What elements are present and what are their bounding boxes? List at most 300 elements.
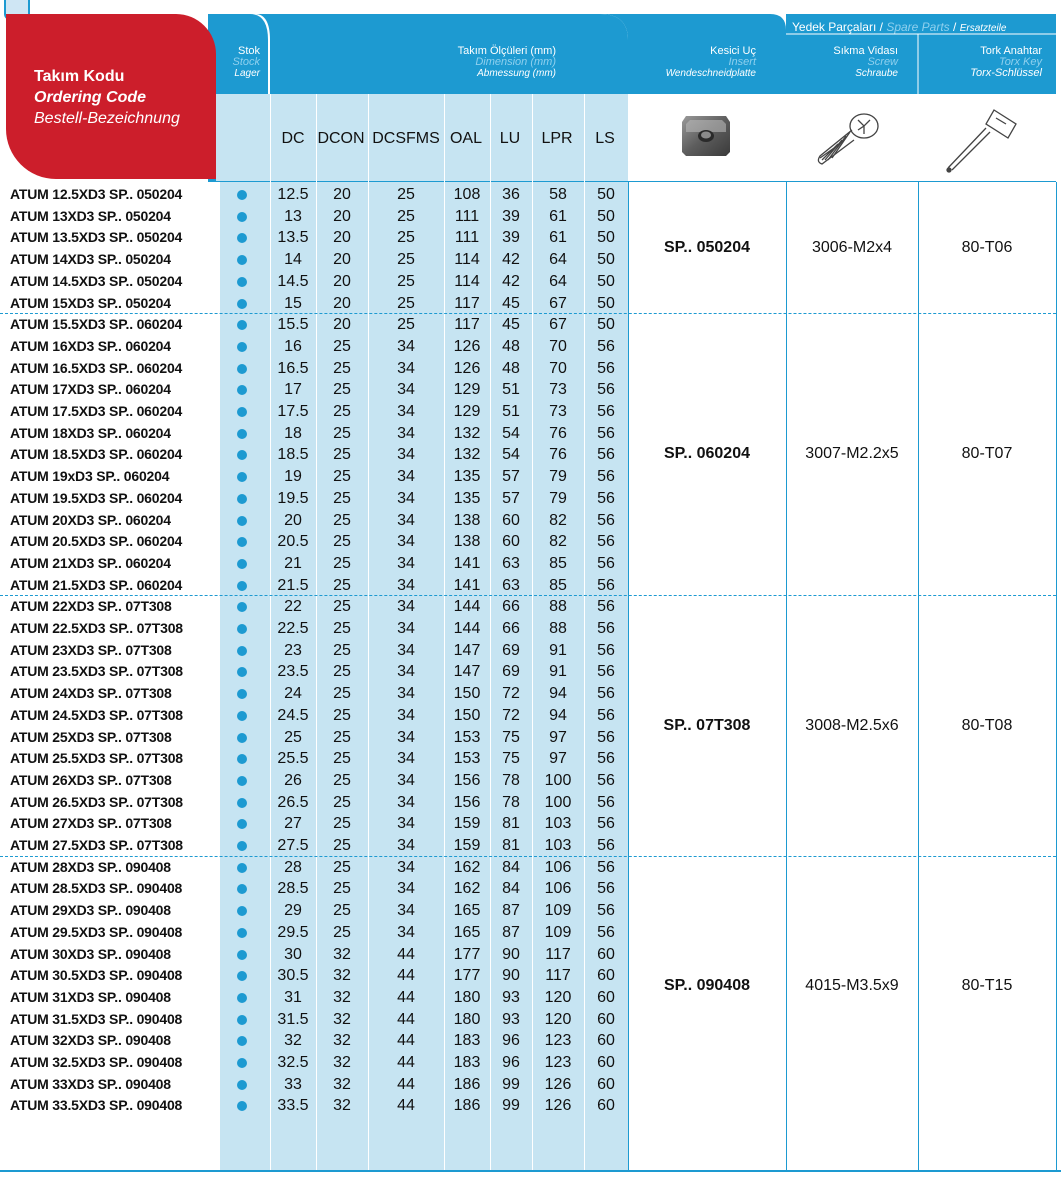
cell-dc: 21.5 bbox=[277, 576, 309, 594]
cell-lpr: 82 bbox=[549, 533, 567, 551]
table-row bbox=[0, 922, 628, 944]
ordering-code: ATUM 16XD3 SP.. 060204 bbox=[10, 337, 171, 354]
table-row bbox=[0, 379, 628, 401]
ordering-code: ATUM 32XD3 SP.. 090408 bbox=[10, 1032, 171, 1049]
table-row bbox=[0, 813, 628, 835]
stock-dot-icon bbox=[237, 798, 247, 808]
cell-ls: 60 bbox=[597, 1075, 615, 1093]
cell-lpr: 88 bbox=[549, 598, 567, 616]
cell-dcsfms: 34 bbox=[397, 902, 415, 920]
cell-lu: 69 bbox=[502, 641, 520, 659]
table-row bbox=[0, 401, 628, 423]
table-row bbox=[0, 770, 628, 792]
cell-dcsfms: 44 bbox=[397, 1054, 415, 1071]
cell-lpr: 117 bbox=[545, 967, 571, 985]
ordering-code: ATUM 23XD3 SP.. 07T308 bbox=[10, 641, 172, 658]
stock-dot-icon bbox=[237, 494, 247, 504]
cell-lu: 42 bbox=[502, 272, 520, 290]
table-row bbox=[0, 900, 628, 922]
cell-ls: 56 bbox=[597, 815, 615, 833]
cell-lu: 66 bbox=[502, 598, 520, 616]
table-row bbox=[0, 596, 628, 618]
cell-dc: 26 bbox=[284, 771, 302, 789]
cell-lu: 39 bbox=[502, 229, 520, 247]
cell-dcsfms: 34 bbox=[397, 641, 415, 659]
table-row bbox=[0, 618, 628, 640]
cell-dcsfms: 44 bbox=[397, 1075, 415, 1093]
cell-lpr: 91 bbox=[549, 663, 567, 681]
cell-ls: 60 bbox=[597, 945, 615, 963]
cell-lu: 90 bbox=[502, 945, 520, 963]
cell-ls: 56 bbox=[597, 403, 615, 420]
cell-dcsfms: 34 bbox=[397, 771, 415, 789]
cell-dc: 24.5 bbox=[277, 706, 309, 724]
cell-dcsfms: 34 bbox=[397, 858, 415, 876]
stock-dot-icon bbox=[237, 450, 247, 460]
cell-lpr: 100 bbox=[544, 793, 572, 811]
cell-ls: 56 bbox=[597, 837, 615, 854]
stock-dot-icon bbox=[237, 776, 247, 786]
cell-dc: 20.5 bbox=[277, 533, 309, 551]
cell-lu: 96 bbox=[502, 1032, 520, 1050]
col-lpr: LPR bbox=[541, 130, 573, 147]
bottom-divider bbox=[0, 1170, 1061, 1172]
cell-dcsfms: 34 bbox=[397, 446, 415, 464]
cell-ls: 56 bbox=[597, 685, 615, 703]
ordering-code: ATUM 19.5XD3 SP.. 060204 bbox=[10, 489, 183, 506]
insert-image-icon bbox=[680, 112, 732, 158]
cell-dcon: 25 bbox=[333, 815, 351, 833]
cell-dcon: 20 bbox=[333, 316, 351, 334]
ordering-code: ATUM 18XD3 SP.. 060204 bbox=[10, 424, 171, 441]
cell-dcsfms: 34 bbox=[397, 750, 415, 768]
cell-dc: 23.5 bbox=[277, 663, 309, 681]
cell-ls: 56 bbox=[597, 793, 615, 811]
cell-lu: 48 bbox=[502, 359, 520, 377]
cell-oal: 144 bbox=[453, 620, 481, 637]
stock-dot-icon bbox=[237, 819, 247, 829]
stock-dot-icon bbox=[237, 863, 247, 873]
cell-lpr: 76 bbox=[549, 424, 567, 442]
cell-oal: 180 bbox=[453, 1010, 481, 1028]
stock-dot-icon bbox=[237, 602, 247, 612]
table-row bbox=[0, 705, 628, 727]
cell-dc: 21 bbox=[284, 554, 302, 572]
cell-oal: 135 bbox=[453, 468, 481, 486]
table-row bbox=[0, 227, 628, 249]
cell-ls: 56 bbox=[597, 728, 615, 746]
cell-dcsfms: 25 bbox=[397, 186, 415, 203]
stock-dot-icon bbox=[237, 733, 247, 743]
cell-dcsfms: 34 bbox=[397, 837, 415, 854]
cell-lu: 90 bbox=[502, 967, 520, 985]
stock-dot-icon bbox=[237, 385, 247, 395]
cell-oal: 126 bbox=[453, 337, 481, 355]
insert-code: SP.. 050204 bbox=[663, 239, 750, 257]
cell-lu: 93 bbox=[502, 988, 520, 1006]
col-ls: LS bbox=[595, 130, 615, 147]
cell-dc: 17.5 bbox=[277, 403, 309, 420]
cell-oal: 162 bbox=[453, 858, 481, 876]
cell-ls: 60 bbox=[597, 1032, 615, 1050]
cell-oal: 159 bbox=[453, 815, 481, 833]
cell-dcon: 32 bbox=[333, 945, 351, 963]
cell-lu: 93 bbox=[502, 1010, 520, 1028]
cell-ls: 60 bbox=[597, 1097, 615, 1115]
cell-ls: 56 bbox=[597, 902, 615, 920]
cell-dcon: 32 bbox=[333, 1010, 351, 1028]
cell-oal: 114 bbox=[454, 272, 480, 290]
cell-dcon: 25 bbox=[333, 403, 351, 420]
table-row bbox=[0, 835, 628, 857]
cell-oal: 138 bbox=[453, 533, 481, 551]
cell-oal: 156 bbox=[453, 793, 481, 811]
cell-ls: 56 bbox=[597, 468, 615, 486]
group-separator bbox=[0, 595, 1056, 596]
stock-header-de: Lager bbox=[234, 68, 260, 79]
table-row bbox=[0, 683, 628, 705]
cell-dc: 15 bbox=[284, 294, 302, 312]
cell-dc: 18 bbox=[284, 424, 302, 442]
cell-oal: 159 bbox=[453, 837, 481, 854]
cell-lu: 54 bbox=[502, 446, 520, 464]
cell-ls: 50 bbox=[597, 229, 615, 247]
cell-dcsfms: 34 bbox=[397, 511, 415, 529]
stock-dot-icon bbox=[237, 472, 247, 482]
cell-ls: 60 bbox=[597, 1054, 615, 1071]
cell-ls: 56 bbox=[597, 446, 615, 464]
ordering-code: ATUM 13.5XD3 SP.. 050204 bbox=[10, 229, 183, 246]
cell-lpr: 123 bbox=[544, 1032, 572, 1050]
ordering-code: ATUM 22.5XD3 SP.. 07T308 bbox=[10, 620, 183, 636]
cell-lu: 84 bbox=[502, 880, 520, 898]
cell-dc: 19.5 bbox=[277, 489, 309, 507]
col-dcsfms: DCSFMS bbox=[372, 130, 440, 147]
stock-dot-icon bbox=[237, 906, 247, 916]
cell-dcon: 32 bbox=[333, 1032, 351, 1050]
cell-dcon: 32 bbox=[333, 967, 351, 985]
stock-dot-icon bbox=[237, 299, 247, 309]
insert-code: SP.. 060204 bbox=[663, 445, 750, 463]
insert-code: SP.. 07T308 bbox=[663, 716, 751, 734]
col-lu: LU bbox=[499, 130, 521, 147]
cell-ls: 50 bbox=[597, 294, 615, 312]
cell-oal: 111 bbox=[454, 229, 480, 247]
cell-lu: 72 bbox=[502, 685, 520, 703]
cell-oal: 141 bbox=[453, 576, 481, 594]
cell-dcon: 32 bbox=[333, 1097, 351, 1115]
cell-dcsfms: 34 bbox=[397, 728, 415, 746]
screw-header-de: Schraube bbox=[855, 68, 898, 79]
cell-dcsfms: 34 bbox=[397, 337, 415, 355]
cell-dcon: 25 bbox=[333, 620, 351, 637]
cell-lu: 63 bbox=[502, 554, 520, 572]
cell-dcon: 20 bbox=[333, 229, 351, 247]
stock-dot-icon bbox=[237, 407, 247, 417]
stock-dot-icon bbox=[237, 1015, 247, 1025]
ordering-code: ATUM 29.5XD3 SP.. 090408 bbox=[10, 923, 183, 940]
cell-ls: 56 bbox=[597, 598, 615, 616]
stock-dot-icon bbox=[237, 971, 247, 981]
table-row bbox=[0, 271, 628, 293]
stock-dot-icon bbox=[237, 364, 247, 374]
cell-ls: 60 bbox=[597, 967, 615, 985]
cell-dcon: 20 bbox=[333, 186, 351, 203]
cell-dcsfms: 34 bbox=[397, 815, 415, 833]
col-dcon: DCON bbox=[317, 130, 365, 147]
cell-lu: 78 bbox=[502, 793, 520, 811]
stock-dot-icon bbox=[237, 212, 247, 222]
cell-dcsfms: 34 bbox=[397, 381, 415, 399]
ordering-code: ATUM 30XD3 SP.. 090408 bbox=[10, 945, 171, 962]
cell-dc: 27 bbox=[284, 815, 302, 833]
cell-dcsfms: 34 bbox=[397, 620, 415, 637]
cell-dc: 22.5 bbox=[277, 620, 309, 637]
stock-dot-icon bbox=[237, 950, 247, 960]
cell-lu: 39 bbox=[502, 207, 520, 225]
cell-lu: 72 bbox=[502, 706, 520, 724]
ordering-code: ATUM 17XD3 SP.. 060204 bbox=[10, 381, 171, 398]
cell-lu: 54 bbox=[502, 424, 520, 442]
cell-dc: 16 bbox=[284, 337, 302, 355]
cell-dcon: 25 bbox=[333, 923, 351, 941]
cell-lpr: 70 bbox=[549, 337, 567, 355]
cell-dc: 33 bbox=[284, 1075, 302, 1093]
cell-oal: 153 bbox=[453, 728, 481, 746]
table-row bbox=[0, 531, 628, 553]
cell-lu: 78 bbox=[502, 771, 520, 789]
ordering-code: ATUM 31.5XD3 SP.. 090408 bbox=[10, 1010, 183, 1027]
cell-dcsfms: 25 bbox=[397, 272, 415, 290]
spare-parts-header bbox=[792, 20, 1054, 34]
cell-lu: 81 bbox=[502, 837, 520, 854]
cell-oal: 144 bbox=[453, 598, 481, 616]
cell-lu: 45 bbox=[502, 294, 520, 312]
divider bbox=[918, 182, 919, 1170]
cell-lpr: 70 bbox=[549, 359, 567, 377]
key-code: 80-T08 bbox=[961, 716, 1013, 734]
cell-ls: 50 bbox=[597, 207, 615, 225]
cell-lpr: 109 bbox=[544, 923, 572, 941]
insert-header-tr: Kesici Uç bbox=[710, 45, 756, 57]
cell-ls: 56 bbox=[597, 771, 615, 789]
cell-ls: 56 bbox=[597, 511, 615, 529]
ordering-code: ATUM 20.5XD3 SP.. 060204 bbox=[10, 533, 183, 550]
cell-oal: 111 bbox=[454, 207, 480, 225]
cell-dcsfms: 34 bbox=[397, 554, 415, 572]
ordering-code: ATUM 30.5XD3 SP.. 090408 bbox=[10, 967, 183, 984]
cell-dc: 14.5 bbox=[277, 272, 309, 290]
cell-lpr: 73 bbox=[549, 403, 567, 420]
screw-image-icon bbox=[806, 108, 882, 170]
stock-dot-icon bbox=[237, 581, 247, 591]
ordering-code: ATUM 23.5XD3 SP.. 07T308 bbox=[10, 663, 183, 680]
cell-lu: 60 bbox=[502, 511, 520, 529]
screw-code: 4015-M3.5x9 bbox=[805, 976, 899, 994]
cell-lu: 51 bbox=[502, 381, 520, 399]
table-row bbox=[0, 1009, 628, 1031]
table-row bbox=[0, 184, 628, 206]
cell-lpr: 88 bbox=[549, 620, 567, 637]
cell-dcon: 25 bbox=[333, 554, 351, 572]
key-code: 80-T07 bbox=[961, 445, 1013, 463]
stock-dot-icon bbox=[237, 537, 247, 547]
table-row bbox=[0, 727, 628, 749]
spare-parts-sep2: / bbox=[953, 20, 957, 34]
cell-dcon: 25 bbox=[333, 880, 351, 898]
spare-parts-sep: / bbox=[879, 20, 883, 34]
ordering-code: ATUM 26.5XD3 SP.. 07T308 bbox=[10, 793, 183, 810]
cell-oal: 108 bbox=[453, 186, 481, 203]
cell-lpr: 103 bbox=[544, 837, 572, 854]
cell-lu: 99 bbox=[502, 1075, 520, 1093]
cell-oal: 162 bbox=[453, 880, 481, 898]
cell-lu: 87 bbox=[502, 902, 520, 920]
cell-dcon: 20 bbox=[333, 207, 351, 225]
cell-dc: 23 bbox=[284, 641, 302, 659]
table-row bbox=[0, 987, 628, 1009]
cell-oal: 183 bbox=[453, 1032, 481, 1050]
cell-dc: 18.5 bbox=[277, 446, 309, 464]
cell-lu: 45 bbox=[502, 316, 520, 334]
cell-lu: 66 bbox=[502, 620, 520, 637]
cell-dc: 31 bbox=[284, 988, 302, 1006]
cell-ls: 60 bbox=[597, 988, 615, 1006]
cell-dc: 33.5 bbox=[277, 1097, 309, 1115]
cell-dc: 15.5 bbox=[277, 316, 309, 334]
cell-ls: 56 bbox=[597, 620, 615, 637]
cell-oal: 186 bbox=[453, 1097, 481, 1115]
cell-lpr: 61 bbox=[549, 207, 567, 225]
cell-dcsfms: 44 bbox=[397, 967, 415, 985]
cell-dcsfms: 25 bbox=[397, 316, 415, 334]
cell-dc: 26.5 bbox=[277, 793, 309, 811]
cell-lpr: 123 bbox=[544, 1054, 572, 1071]
cell-dcon: 25 bbox=[333, 750, 351, 768]
table-row bbox=[0, 878, 628, 900]
cell-lpr: 120 bbox=[544, 988, 572, 1006]
cell-lpr: 61 bbox=[549, 229, 567, 247]
cell-oal: 141 bbox=[453, 554, 481, 572]
cell-oal: 156 bbox=[453, 771, 481, 789]
ordering-code: ATUM 33XD3 SP.. 090408 bbox=[10, 1075, 171, 1092]
ordering-code: ATUM 29XD3 SP.. 090408 bbox=[10, 902, 171, 919]
cell-lu: 84 bbox=[502, 858, 520, 876]
cell-dcon: 25 bbox=[333, 837, 351, 854]
cell-dc: 32 bbox=[284, 1032, 302, 1050]
ordering-code: ATUM 18.5XD3 SP.. 060204 bbox=[10, 446, 183, 463]
stock-dot-icon bbox=[237, 884, 247, 894]
stock-dot-icon bbox=[237, 1080, 247, 1090]
ordering-code: ATUM 27XD3 SP.. 07T308 bbox=[10, 815, 172, 832]
cell-lu: 42 bbox=[502, 251, 520, 269]
cell-dcsfms: 34 bbox=[397, 424, 415, 442]
dimension-header-tr: Takım Ölçüleri (mm) bbox=[457, 45, 556, 57]
cell-dc: 27.5 bbox=[277, 837, 309, 854]
cell-dcon: 25 bbox=[333, 793, 351, 811]
cell-dc: 29 bbox=[284, 902, 302, 920]
ordering-code: ATUM 22XD3 SP.. 07T308 bbox=[10, 598, 172, 615]
cell-dc: 22 bbox=[284, 598, 302, 616]
cell-dc: 30 bbox=[284, 945, 302, 963]
ordering-code: ATUM 25XD3 SP.. 07T308 bbox=[10, 728, 172, 745]
cell-dcon: 20 bbox=[333, 294, 351, 312]
stock-dot-icon bbox=[237, 342, 247, 352]
cell-dcon: 25 bbox=[333, 489, 351, 507]
stock-dot-icon bbox=[237, 1036, 247, 1046]
stock-dot-icon bbox=[237, 928, 247, 938]
cell-lpr: 91 bbox=[549, 641, 567, 659]
cell-lpr: 97 bbox=[549, 728, 567, 746]
cell-dcsfms: 34 bbox=[397, 576, 415, 594]
cell-dcon: 25 bbox=[333, 641, 351, 659]
cell-lu: 60 bbox=[502, 533, 520, 551]
stock-dot-icon bbox=[237, 624, 247, 634]
divider bbox=[1056, 182, 1057, 1170]
table-row bbox=[0, 1052, 628, 1074]
ordering-code: ATUM 31XD3 SP.. 090408 bbox=[10, 988, 171, 1005]
cell-dc: 12.5 bbox=[277, 186, 309, 203]
cell-dcsfms: 34 bbox=[397, 403, 415, 420]
ordering-code: ATUM 24.5XD3 SP.. 07T308 bbox=[10, 706, 183, 723]
cell-dcon: 25 bbox=[333, 511, 351, 529]
cell-lu: 75 bbox=[502, 728, 520, 746]
cell-oal: 150 bbox=[453, 706, 481, 724]
cell-oal: 117 bbox=[454, 294, 480, 312]
cell-lpr: 79 bbox=[549, 468, 567, 486]
cell-oal: 177 bbox=[453, 945, 481, 963]
cell-lpr: 85 bbox=[549, 554, 567, 572]
cell-dcsfms: 34 bbox=[397, 663, 415, 681]
cell-dc: 29.5 bbox=[277, 923, 309, 941]
cell-lpr: 79 bbox=[549, 489, 567, 507]
cell-dcon: 25 bbox=[333, 576, 351, 594]
cell-lu: 69 bbox=[502, 663, 520, 681]
cell-oal: 186 bbox=[453, 1075, 481, 1093]
table-row bbox=[0, 466, 628, 488]
cell-oal: 117 bbox=[454, 316, 480, 334]
cell-lu: 57 bbox=[502, 468, 520, 486]
ordering-code: ATUM 20XD3 SP.. 060204 bbox=[10, 511, 171, 528]
cell-dcon: 25 bbox=[333, 424, 351, 442]
cell-lu: 48 bbox=[502, 337, 520, 355]
cell-dcon: 25 bbox=[333, 728, 351, 746]
cell-dcsfms: 25 bbox=[397, 229, 415, 247]
dimension-header-en: Dimension (mm) bbox=[475, 56, 556, 68]
cell-lu: 51 bbox=[502, 403, 520, 420]
cell-dcsfms: 34 bbox=[397, 359, 415, 377]
cell-ls: 60 bbox=[597, 1010, 615, 1028]
cell-dcon: 20 bbox=[333, 251, 351, 269]
ordering-code: ATUM 14.5XD3 SP.. 050204 bbox=[10, 272, 183, 289]
stock-dot-icon bbox=[237, 559, 247, 569]
cell-ls: 50 bbox=[597, 186, 615, 203]
cell-lpr: 94 bbox=[549, 706, 567, 724]
cell-lu: 99 bbox=[502, 1097, 520, 1115]
ordering-code: ATUM 21XD3 SP.. 060204 bbox=[10, 554, 171, 571]
table-row bbox=[0, 944, 628, 966]
cell-dcon: 25 bbox=[333, 663, 351, 681]
cell-dcsfms: 25 bbox=[397, 294, 415, 312]
cell-ls: 56 bbox=[597, 424, 615, 442]
cell-ls: 56 bbox=[597, 663, 615, 681]
cell-dc: 17 bbox=[284, 381, 302, 399]
table-row bbox=[0, 444, 628, 466]
cell-lpr: 120 bbox=[544, 1010, 572, 1028]
cell-oal: 147 bbox=[453, 663, 481, 681]
table-row bbox=[0, 336, 628, 358]
cell-lu: 75 bbox=[502, 750, 520, 768]
